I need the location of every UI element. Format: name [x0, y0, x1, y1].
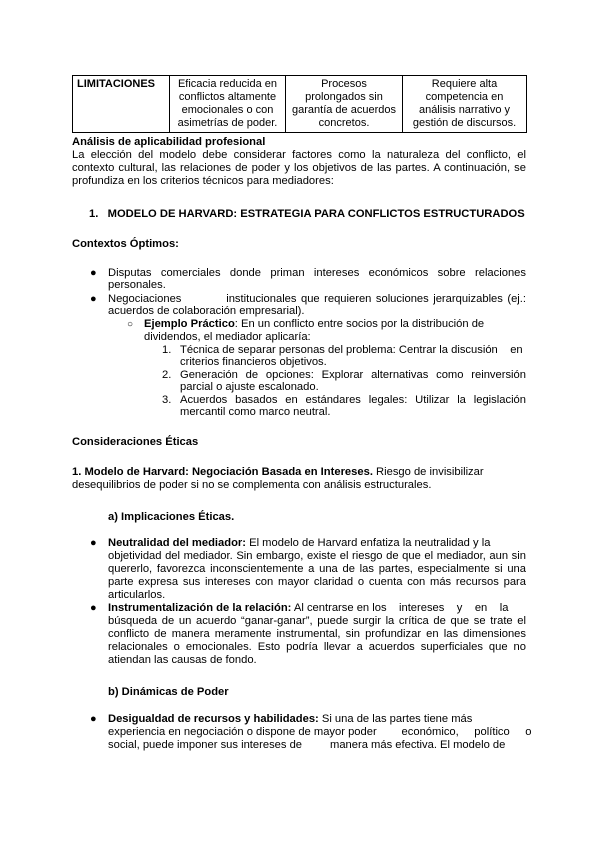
analysis-intro-line: contexto cultural, las relaciones de poder y los objetivos de las partes. A continuación, se [72, 162, 526, 174]
limitations-table [72, 75, 527, 133]
example-line: dividendos, el mediador aplicaría: [144, 331, 311, 343]
ethics-item-line: objetividad del mediador. Sin embargo, existe el riesgo de que el mediador, aun sin [108, 550, 526, 562]
ethics-item-label: Instrumentalización de la relación: [108, 602, 292, 614]
context-item-line: acuerdos de colaboración empresarial). [108, 305, 305, 317]
context-item-line: personales. [108, 279, 166, 291]
circle-bullet-icon: ○ [127, 319, 134, 330]
bullet-icon: ● [90, 293, 97, 305]
ethics-title: Consideraciones Éticas [72, 436, 199, 448]
context-item-line: Negociaciones institucionales que requieren soluciones jerarquizables (ej.: [108, 293, 526, 305]
power-item-label: Desigualdad de recursos y habilidades: [108, 713, 319, 725]
table-cell: Eficacia reducida en conflictos altamente emocionales o con asimetrías de poder. [170, 76, 286, 133]
ethics-item-line [108, 602, 526, 615]
sub-item-line: Técnica de separar personas del problema: Centrar la discusión en [180, 344, 523, 356]
analysis-intro-line: La elección del modelo debe considerar factores como la naturaleza del conflicto, el [72, 149, 526, 161]
ethics-item-line [108, 537, 526, 550]
ethics-item-line: articularlos. [108, 589, 166, 601]
sub-item-line: Acuerdos basados en estándares legales: Utilizar la legislación [180, 394, 526, 406]
bullet-icon: ● [90, 267, 97, 279]
power-item-line: experiencia en negociación o dispone de mayor poder económico, político o [108, 726, 532, 738]
ethics-item-line: búsqueda de un acuerdo “ganar-ganar”, puede surgir la crítica de que se trate el [108, 615, 526, 627]
table-cell: Procesos prolongados sin garantía de acuerdos concretos. [286, 76, 403, 133]
sub-item-number: 3. [162, 394, 172, 406]
bullet-icon: ● [90, 713, 97, 725]
sub-item-number: 1. [162, 344, 172, 356]
ethics-item-line: parte expresa sus intereses con mayor claridad o cuenta con más recursos para [108, 576, 526, 588]
ethics-model-label: 1. Modelo de Harvard: Negociación Basada en Intereses. [72, 466, 373, 478]
sub-item-line: Generación de opciones: Explorar alternativas como reinversión [180, 369, 526, 381]
ethics-item-line: quererlo, favorezca inconscientemente a una de las partes, especialmente si una [108, 563, 526, 575]
ethics-model-line: desequilibrios de poder si no se complementa con análisis estructurales. [72, 479, 432, 491]
table-cell: Requiere alta competencia en análisis narrativo y gestión de discursos. [403, 76, 527, 133]
power-item-line [108, 713, 526, 726]
ethics-item-text: Al centrarse en los intereses y en la [291, 602, 509, 614]
ethics-item-label: Neutralidad del mediador: [108, 537, 247, 549]
sub-item-line: criterios financieros objetivos. [180, 356, 327, 368]
ethics-item-line: atiendan las causas de fondo. [108, 654, 257, 666]
ethics-item-line: relacionales o emocionales. Esto podría llevar a acuerdos superficiales que no [108, 641, 526, 653]
power-item-line: social, puede imponer sus intereses de manera más efectiva. El modelo de [108, 739, 506, 751]
ethics-item-text: El modelo de Harvard enfatiza la neutralidad y la [246, 537, 491, 549]
sub-item-line: parcial o ajuste escalonado. [180, 381, 319, 393]
sub-item-number: 2. [162, 369, 172, 381]
bullet-icon: ● [90, 602, 97, 614]
analysis-title: Análisis de aplicabilidad profesional [72, 136, 266, 148]
bullet-icon: ● [90, 537, 97, 549]
example-text: : En un conflicto entre socios por la distribución de [234, 318, 485, 330]
ethics-model-line [72, 466, 526, 479]
contexts-title: Contextos Óptimos: [72, 238, 179, 250]
example-line [144, 318, 526, 331]
analysis-intro-line: profundiza en los criterios técnicos para mediadores: [72, 175, 334, 187]
example-label: Ejemplo Práctico [144, 318, 235, 330]
context-item-line: Disputas comerciales donde priman intereses económicos sobre relaciones [108, 267, 526, 279]
table-header-cell: LIMITACIONES [73, 76, 170, 133]
harvard-heading: 1. MODELO DE HARVARD: ESTRATEGIA PARA CONFLICTOS ESTRUCTURADOS [89, 208, 525, 220]
power-dynamics-title: b) Dinámicas de Poder [108, 686, 229, 698]
power-item-text: Si una de las partes tiene más [318, 713, 473, 725]
ethics-model-text: Riesgo de invisibilizar [372, 466, 484, 478]
ethics-item-line: conflicto de manera meramente instrumental, sin profundizar en las dimensiones [108, 628, 526, 640]
table-row [73, 76, 527, 133]
implications-title: a) Implicaciones Éticas. [108, 511, 235, 523]
sub-item-line: mercantil como marco neutral. [180, 406, 331, 418]
